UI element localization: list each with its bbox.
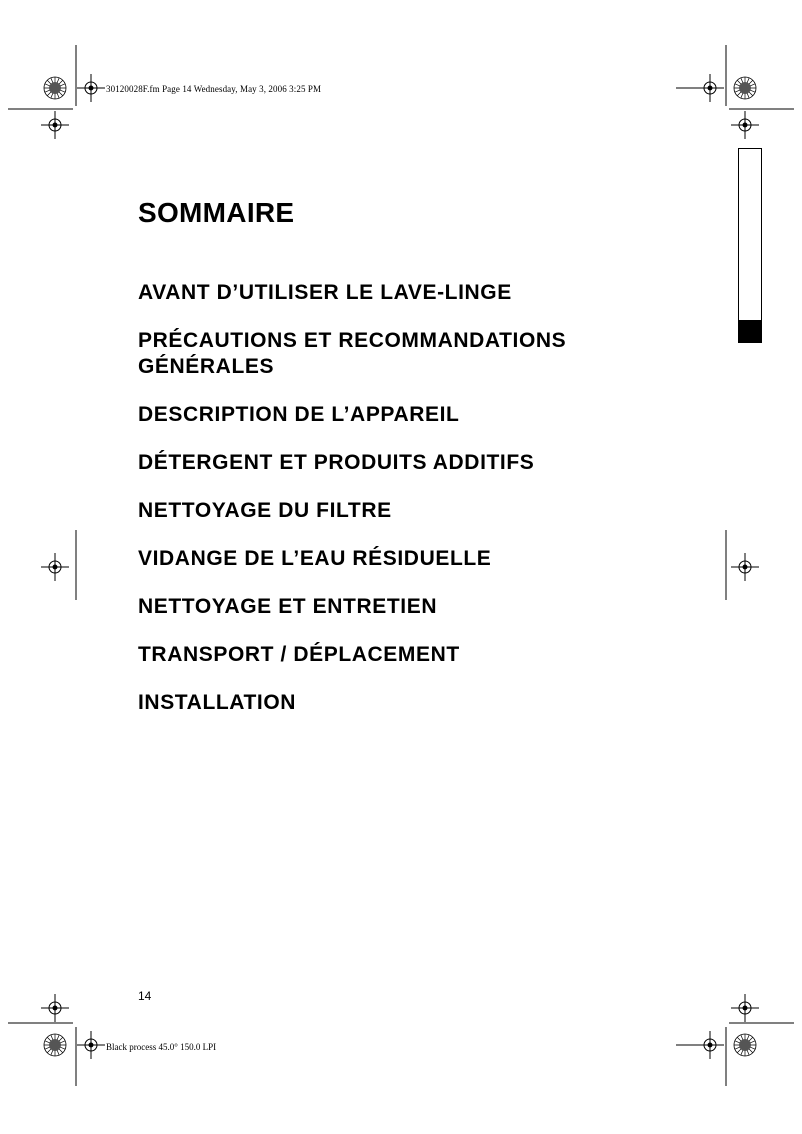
- print-header: 30120028F.fm Page 14 Wednesday, May 3, 2006 3:25 PM: [106, 84, 322, 94]
- page-title: SOMMAIRE: [138, 197, 295, 228]
- toc-item: NETTOYAGE ET ENTRETIEN: [138, 595, 438, 618]
- toc-item: NETTOYAGE DU FILTRE: [138, 499, 392, 522]
- section-tab-marker: [738, 320, 762, 343]
- toc-item: INSTALLATION: [138, 691, 297, 714]
- toc-item: DÉTERGENT ET PRODUITS ADDITIFS: [138, 451, 535, 474]
- toc-item: VIDANGE DE L’EAU RÉSIDUELLE: [138, 547, 492, 570]
- toc-item: AVANT D’UTILISER LE LAVE-LINGE: [138, 281, 512, 304]
- registration-star-icon: [44, 77, 66, 99]
- toc-item: TRANSPORT / DÉPLACEMENT: [138, 643, 460, 666]
- toc-item: PRÉCAUTIONS ET RECOMMANDATIONS GÉNÉRALES: [138, 329, 567, 378]
- print-footer: Black process 45.0° 150.0 LPI: [106, 1042, 217, 1052]
- page-number: 14: [138, 989, 152, 1003]
- section-tab: [738, 148, 762, 343]
- table-of-contents: [138, 280, 658, 738]
- toc-item: DESCRIPTION DE L’APPAREIL: [138, 403, 460, 426]
